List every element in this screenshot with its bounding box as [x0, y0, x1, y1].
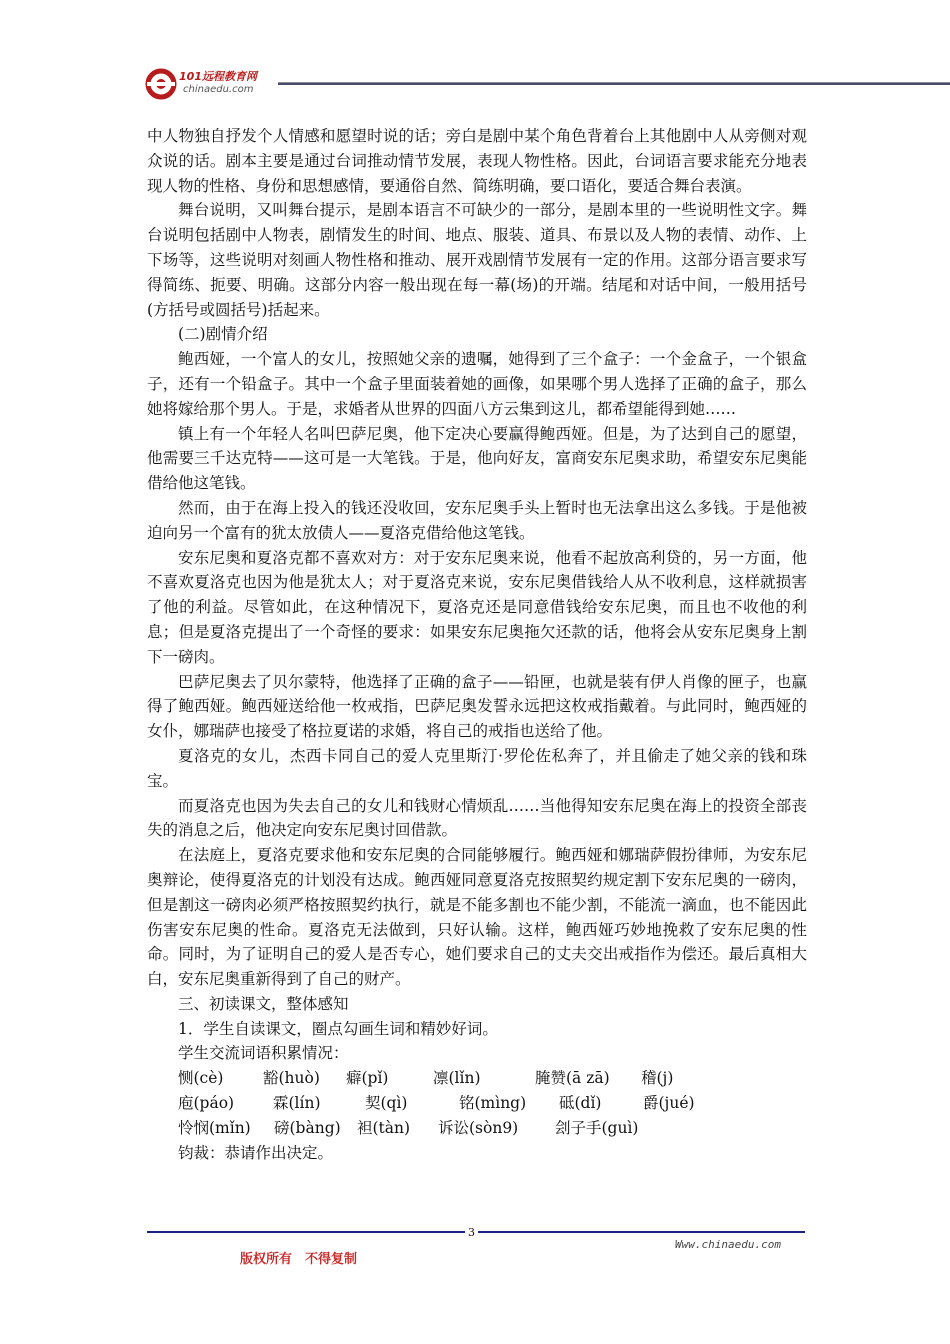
- header-divider: [278, 82, 950, 85]
- closing-line: 钧裁：恭请作出决定。: [178, 1143, 334, 1162]
- page-number: 3: [465, 1226, 478, 1239]
- document-body: [147, 124, 807, 1165]
- section-heading-plot: (二)剧情介绍: [178, 325, 268, 344]
- instruction-item: 1．学生自读课文，圈点勾画生词和精妙好词。: [178, 1019, 498, 1038]
- vocab-item: 霖(lín): [273, 1094, 321, 1113]
- logo-text-en: chinaedu.com: [183, 84, 254, 95]
- footer-url: Www.chinaedu.com: [675, 1238, 781, 1251]
- paragraph-plot-5: 巴萨尼奥去了贝尔蒙特，他选择了正确的盒子——铅匣，也就是装有伊人肖像的匣子，也赢得了鲍西娅。鲍西娅送给他一枚戒指，巴萨尼奥发誓永远把这枚戒指戴着。与此同时，鲍西娅的女仆，娜瑞萨也接受了格拉夏诺的求婚，将自己的戒指也送给了他。: [147, 672, 807, 741]
- vocab-item: 刽子手(guì): [555, 1118, 639, 1137]
- logo-icon: [145, 68, 177, 100]
- paragraph-plot-6: 夏洛克的女儿，杰西卡同自己的爱人克里斯汀·罗伦佐私奔了，并且偷走了她父亲的钱和珠宝。: [147, 746, 807, 790]
- vocab-item: 腌赞(ā zā): [535, 1069, 610, 1088]
- paragraph-plot-7: 而夏洛克也因为失去自己的女儿和钱财心情烦乱……当他得知安东尼奥在海上的投资全部丧失的消息之后，他决定向安东尼奥讨回借款。: [147, 796, 807, 840]
- vocab-item: 铭(mìng): [459, 1094, 527, 1113]
- copyright-notice: 版权所有 不得复制: [240, 1252, 358, 1267]
- vocab-item: 凛(lǐn): [433, 1069, 481, 1088]
- vocab-intro: 学生交流词语积累情况：: [178, 1044, 349, 1063]
- vocab-item: 庖(páo): [178, 1094, 235, 1113]
- vocab-item: 袒(tàn): [357, 1118, 411, 1137]
- vocab-item: 契(qì): [365, 1094, 408, 1113]
- vocab-item: 爵(jué): [643, 1094, 695, 1113]
- vocab-item: 癖(pǐ): [346, 1069, 389, 1088]
- vocab-row: [147, 1066, 807, 1091]
- vocab-item: 诉讼(sòn9): [438, 1118, 519, 1137]
- vocab-item: 砥(dǐ): [559, 1094, 602, 1113]
- vocab-item: 稽(j): [641, 1069, 674, 1088]
- paragraph-dialogue: 中人物独自抒发个人情感和愿望时说的话；旁白是剧中某个角色背着台上其他剧中人从旁侧对观众说的话。剧本主要是通过台词推动情节发展，表现人物性格。因此，台词语言要求能充分地表现人物的性格、身份和思想感情，要通俗自然、简练明确，要口语化，要适合舞台表演。: [147, 127, 807, 195]
- paragraph-plot-3: 然而，由于在海上投入的钱还没收回，安东尼奥手头上暂时也无法拿出这么多钱。于是他被迫向另一个富有的犹太放债人——夏洛克借给他这笔钱。: [147, 498, 807, 542]
- paragraph-stage-directions: 舞台说明，又叫舞台提示，是剧本语言不可缺少的一部分，是剧本里的一些说明性文字。舞台说明包括剧中人物表，剧情发生的时间、地点、服装、道具、布景以及人物的表情、动作、上下场等，这些说明对刻画人物性格和推动、展开戏剧情节发展有一定的作用。这部分语言要求写得简练、扼要、明确。这部分内容一般出现在每一幕(场)的开端。结尾和对话中间，一般用括号(方括号或圆括号)括起来。: [147, 201, 807, 319]
- logo-text-cn: 101远程教育网: [179, 70, 257, 83]
- page-header: [145, 64, 805, 104]
- paragraph-plot-8: 在法庭上，夏洛克要求他和安东尼奥的合同能够履行。鲍西娅和娜瑞萨假扮律师，为安东尼奥辩论，使得夏洛克的计划没有达成。鲍西娅同意夏洛克按照契约规定割下安东尼奥的一磅肉，但是割这一磅肉必须严格按照契约执行，就是不能多割也不能少割，不能流一滴血，也不能因此伤害安东尼奥的性命。夏洛克无法做到，只好认输。这样，鲍西娅巧妙地挽救了安东尼奥的性命。同时，为了证明自己的爱人是否专心，她们要求自己的丈夫交出戒指作为偿还。最后真相大白，安东尼奥重新得到了自己的财产。: [147, 846, 807, 989]
- paragraph-plot-4: 安东尼奥和夏洛克都不喜欢对方：对于安东尼奥来说，他看不起放高利贷的，另一方面，他不喜欢夏洛克也因为他是犹太人；对于夏洛克来说，安东尼奥借钱给人从不收利息，这样就损害了他的利益。尽管如此，在这种情况下，夏洛克还是同意借钱给安东尼奥，而且也不收他的利息；但是夏洛克提出了一个奇怪的要求：如果安东尼奥拖欠还款的话，他将会从安东尼奥身上割下一磅肉。: [147, 548, 807, 666]
- vocab-item: 豁(huò): [263, 1069, 320, 1088]
- vocab-item: 恻(cè): [178, 1069, 224, 1088]
- section-heading-reading: 三、初读课文，整体感知: [178, 994, 349, 1013]
- vocab-row: [147, 1091, 807, 1116]
- vocab-item: 磅(bàng): [274, 1118, 341, 1137]
- vocab-item: 怜悯(mǐn): [178, 1118, 251, 1137]
- paragraph-plot-1: 鲍西娅，一个富人的女儿，按照她父亲的遗嘱，她得到了三个盒子：一个金盒子，一个银盒子，还有一个铅盒子。其中一个盒子里面装着她的画像，如果哪个男人选择了正确的盒子，那么她将嫁给那个男人。于是，求婚者从世界的四面八方云集到这儿，都希望能得到她……: [147, 350, 807, 418]
- paragraph-plot-2: 镇上有一个年轻人名叫巴萨尼奥，他下定决心要赢得鲍西娅。但是，为了达到自己的愿望，他需要三千达克特——这可是一大笔钱。于是，他向好友，富商安东尼奥求助，希望安东尼奥能借给他这笔钱。: [147, 424, 807, 493]
- vocab-row: [147, 1116, 807, 1141]
